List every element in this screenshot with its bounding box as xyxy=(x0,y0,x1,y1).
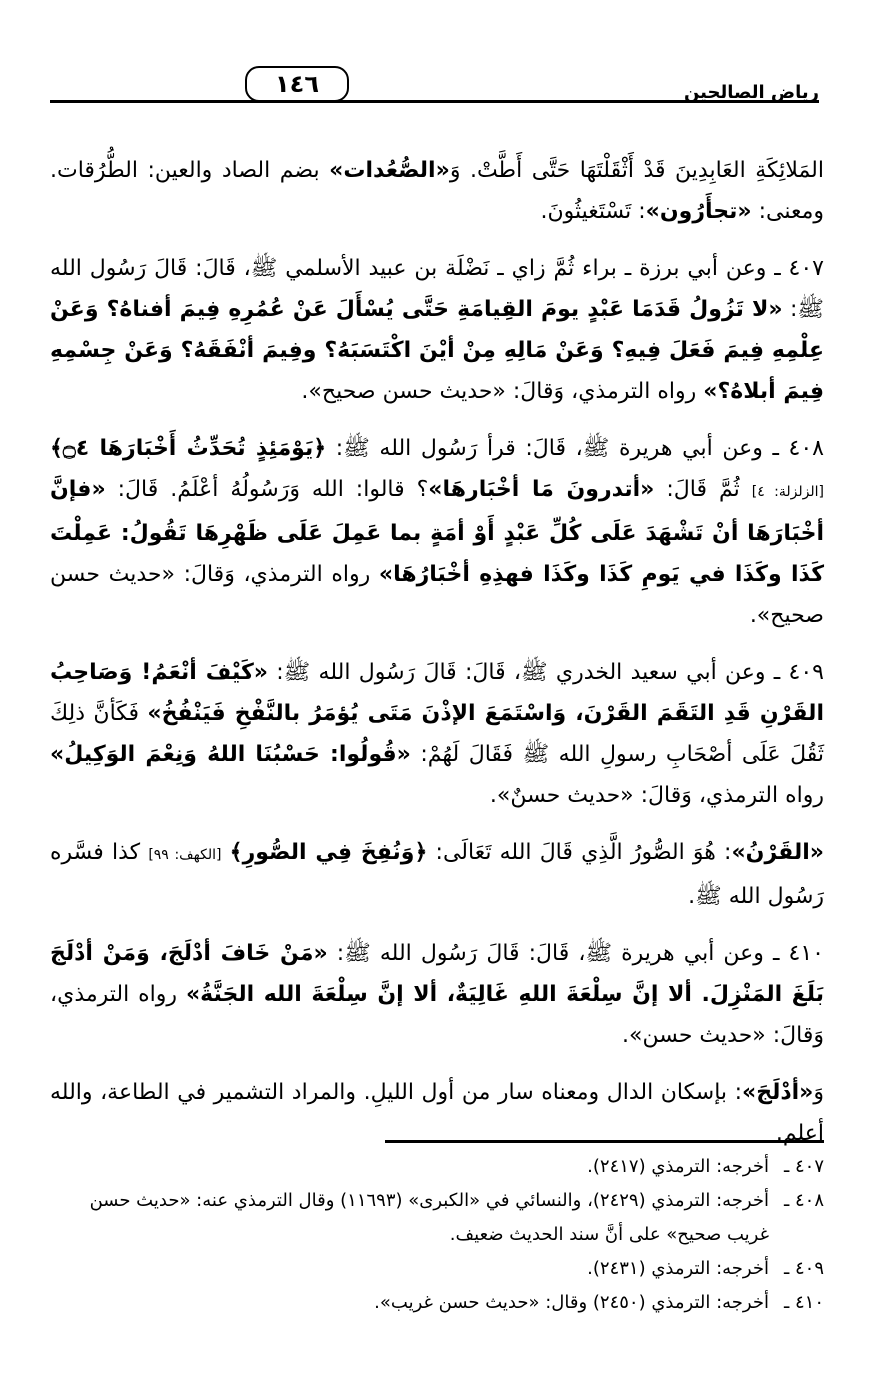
page-number: ١٤٦ xyxy=(245,66,349,102)
text-span: : تَسْتَغيثُونَ. xyxy=(540,199,646,224)
footnote-rule xyxy=(385,1140,824,1143)
footnote-item xyxy=(50,1184,824,1252)
footnote-text: أخرجه: الترمذي (٢٤٢٩)، والنسائي في «الكبرى» (١١٦٩٣) وقال الترمذي عنه: «حديث حسن غريب صحيح» على أنَّ سند الحديث ضعيف. xyxy=(89,1190,769,1245)
book-title: رياض الصالحين xyxy=(683,82,819,103)
main-text xyxy=(50,150,824,1170)
footnote-number: ٤٠٩ ـ xyxy=(783,1258,824,1279)
page-header xyxy=(50,62,819,102)
footnote-item xyxy=(50,1150,824,1184)
paragraph-qarn xyxy=(50,832,824,917)
text-span: فَكَأنَّ ذلِكَ ثَقُلَ عَلَى أصْحَابِ رسولِ الله ﷺ فَقَالَ لَهُمْ: xyxy=(50,701,824,767)
text-span: رواه الترمذي، وَقالَ: «حديث حسن صحيح». xyxy=(301,379,704,404)
hadith-quote: «مَنْ خَافَ أدْلَجَ، وَمَنْ أدْلَجَ بَلَغَ المَنْزِلَ. ألا إنَّ سِلْعَةَ اللهِ غَالِيَةٌ، ألا إنَّ سِلْعَةَ الله الجَنَّةُ» xyxy=(50,941,824,1007)
term-bold: «القَرْنُ» xyxy=(731,840,824,865)
text-span: ٤١٠ ـ وعن أبي هريرة ﷺ، قَالَ: قَالَ رَسُول الله ﷺ: xyxy=(327,941,824,966)
hadith-quote: «كَيْفَ أنْعَمُ! وَصَاحِبُ القَرْنِ قَدِ التَقَمَ القَرْنَ، وَاسْتَمَعَ الإذْنَ مَتَى يُؤمَرُ بالنَّفْخِ فَيَنْفُخُ» xyxy=(50,660,824,726)
text-span: ٤٠٩ ـ وعن أبي سعيد الخدري ﷺ، قَالَ: قَالَ رَسُول الله ﷺ: xyxy=(267,660,824,685)
footnote-item xyxy=(50,1252,824,1286)
term-bold: «تجأَرُون» xyxy=(645,199,752,224)
hadith-409 xyxy=(50,652,824,816)
footnotes xyxy=(50,1150,824,1320)
text-span: المَلائِكَةِ العَابِدِينَ قَدْ أَثْقَلْتَهَا حَتَّى أَطَّتْ. وَ xyxy=(449,158,824,183)
paragraph-intro xyxy=(50,150,824,232)
quran-verse: ﴿يَوْمَئِذٍ تُحَدِّثُ أَخْبَارَهَا ۝٤﴾ xyxy=(50,436,327,461)
text-span: ٤٠٨ ـ وعن أبي هريرة ﷺ، قَالَ: قرأ رَسُول الله ﷺ: xyxy=(326,436,824,461)
footnote-text: أخرجه: الترمذي (٢٤٥٠) وقال: «حديث حسن غريب». xyxy=(374,1292,769,1313)
hadith-quote: «أتدرونَ مَا أخْبَارهَا» xyxy=(428,477,655,502)
text-span: : هُوَ الصُّورُ الَّذِي قَالَ الله تَعَالَى: xyxy=(427,840,732,865)
text-span: وَ xyxy=(813,1080,824,1105)
text-span: ٤٠٧ ـ وعن أبي برزة ـ براء ثُمَّ زاي ـ نَضْلَة بن عبيد الأسلمي ﷺ، قَالَ: قَالَ رَسُول الله ﷺ: xyxy=(50,256,824,322)
text-span: رواه الترمذي، وَقالَ: «حديث حسن». xyxy=(50,982,824,1048)
term-bold: «الصُّعُدات» xyxy=(329,158,450,183)
hadith-408 xyxy=(50,428,824,636)
hadith-407 xyxy=(50,248,824,412)
term-bold: «أدْلَجَ» xyxy=(742,1080,814,1105)
footnote-text: أخرجه: الترمذي (٢٤٣١). xyxy=(587,1258,769,1279)
verse-reference: [الكهف: ٩٩] xyxy=(148,847,222,863)
footnote-number: ٤٠٧ ـ xyxy=(783,1156,824,1177)
text-span: رواه الترمذي، وَقالَ: «حديث حسن صحيح». xyxy=(50,562,824,628)
text-span: ثُمَّ قَالَ: xyxy=(654,477,752,502)
verse-reference: [الزلزلة: ٤] xyxy=(751,484,824,500)
text-span: رواه الترمذي، وَقالَ: «حديث حسنٌ». xyxy=(489,783,824,808)
text-span: ؟ قالوا: الله وَرَسُولُهُ أعْلَمُ. قَالَ: xyxy=(105,477,429,502)
footnote-number: ٤٠٨ ـ xyxy=(783,1190,824,1211)
quran-verse: ﴿وَنُفِخَ فِي الصُّورِ﴾ xyxy=(229,840,428,865)
hadith-quote: «فإنَّ أخْبَارَهَا أنْ تَشْهَدَ عَلَى كُلِّ عَبْدٍ أَوْ أمَةٍ بما عَمِلَ عَلَى ظَهْرِهَا تَقُولُ: عَمِلْتَ كَذَا وكَذَا في يَومِ كَذَا وكَذَا فهذِهِ أخْبَارُهَا» xyxy=(50,477,824,587)
footnote-number: ٤١٠ ـ xyxy=(783,1292,824,1313)
hadith-410 xyxy=(50,933,824,1056)
header-rule xyxy=(50,100,819,103)
footnote-item xyxy=(50,1286,824,1320)
hadith-quote: «لا تَزُولُ قَدَمَا عَبْدٍ يومَ القِيامَةِ حَتَّى يُسْأَلَ عَنْ عُمُرِهِ فِيمَ أفناهُ؟ وَعَنْ عِلْمِهِ فِيمَ فَعَلَ فِيهِ؟ وَعَنْ مَالِهِ مِنْ أيْنَ اكْتَسَبَهُ؟ وفِيمَ أنْفَقَهُ؟ وَعَنْ جِسْمِهِ فِيمَ أبلاهُ؟» xyxy=(50,297,824,404)
text-span: كذا فسَّره رَسُول الله ﷺ. xyxy=(50,840,824,909)
text-span: بضم الصاد والعين: الطُّرُقات. ومعنى: xyxy=(50,158,824,224)
footnote-text: أخرجه: الترمذي (٢٤١٧). xyxy=(587,1156,769,1177)
hadith-quote: «قُولُوا: حَسْبُنَا اللهُ وَنِعْمَ الوَكِيلُ» xyxy=(50,742,411,767)
text-span: : بإسكان الدال ومعناه سار من أول الليلِ. والمراد التشمير في الطاعة، والله أعلم. xyxy=(50,1080,824,1146)
